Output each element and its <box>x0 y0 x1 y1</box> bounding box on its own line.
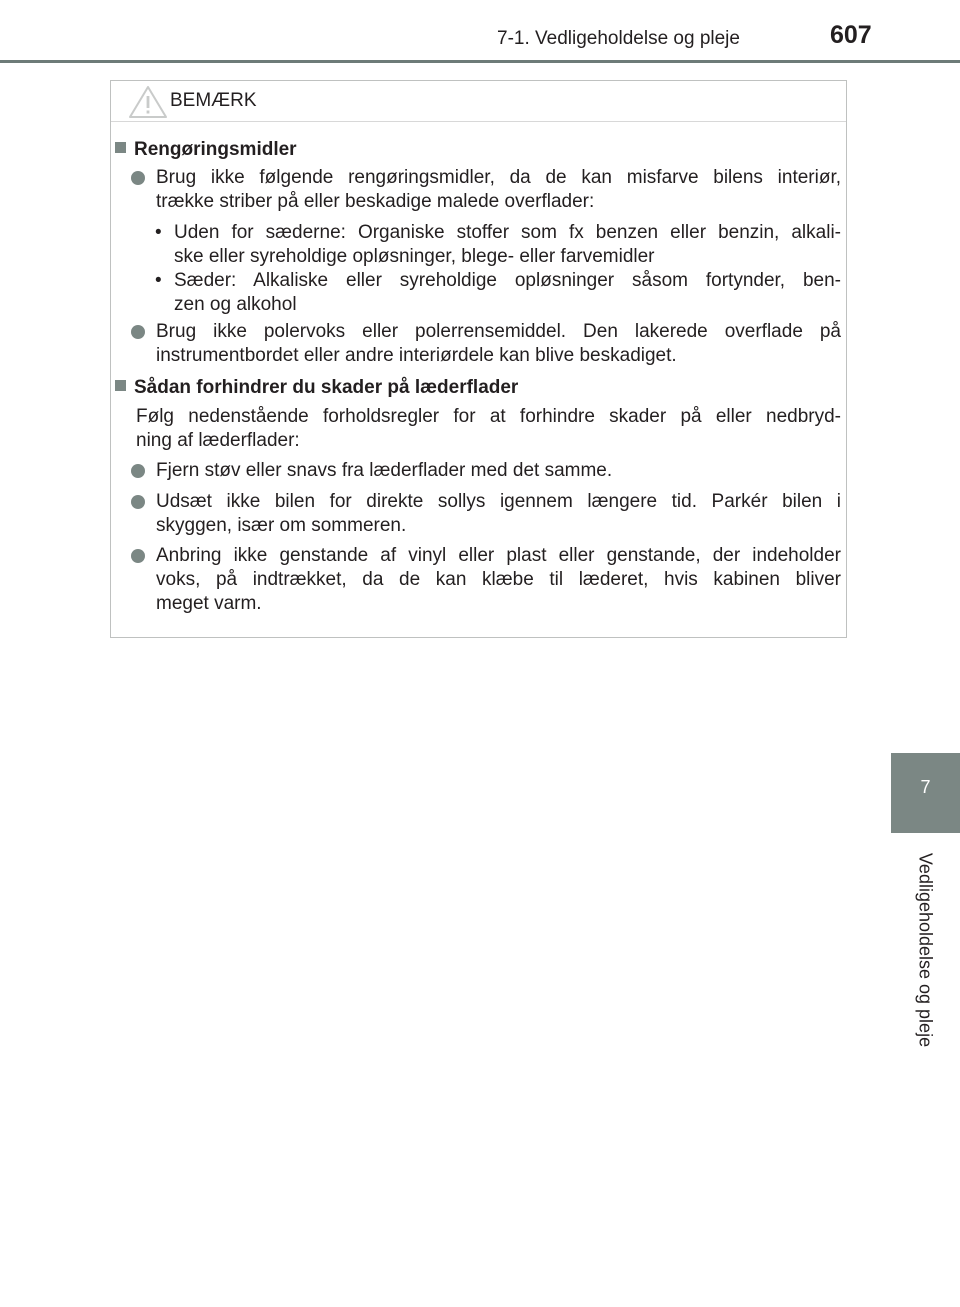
chapter-number: 7 <box>920 777 931 797</box>
circle-bullet-icon <box>131 549 145 563</box>
section-heading: Rengøringsmidler <box>115 138 297 162</box>
notice-header <box>111 81 846 122</box>
page-number: 607 <box>830 21 872 49</box>
list-item: Brug ikke polervoks eller polerrensemiddel. Den lakerede overflade på instrumentbordet eller andre interiørdele kan blive beskadiget. <box>131 320 841 368</box>
chapter-tab <box>891 753 960 833</box>
warning-triangle-icon <box>128 85 168 119</box>
square-bullet-icon <box>115 142 126 153</box>
section-title: 7-1. Vedligeholdelse og pleje <box>497 28 740 49</box>
list-item: Brug ikke følgende rengøringsmidler, da de kan misfarve bilens interiør, trække striber på eller beskadige malede overflader: <box>131 166 841 214</box>
notice-box <box>110 80 847 638</box>
dot-marker-icon: • <box>155 270 162 291</box>
notice-title: BEMÆRK <box>170 90 257 111</box>
intro-paragraph: Følg nedenstående forholdsregler for at forhindre skader på eller nedbryd- ning af læderflader: <box>136 406 841 451</box>
sub-list-item: • Uden for sæderne: Organiske stoffer som fx benzen eller benzin, alkali- ske eller syreholdige opløsninger, blege- eller farvemidler <box>155 222 841 267</box>
circle-bullet-icon <box>131 325 145 339</box>
page-header <box>0 0 960 64</box>
list-item: Udsæt ikke bilen for direkte sollys igennem længere tid. Parkér bilen i skyggen, især om sommeren. <box>131 490 841 538</box>
circle-bullet-icon <box>131 495 145 509</box>
sub-list-item: • Sæder: Alkaliske eller syreholdige opløsninger såsom fortynder, ben- zen og alkohol <box>155 270 841 315</box>
square-bullet-icon <box>115 380 126 391</box>
section-heading: Sådan forhindrer du skader på læderflader <box>115 376 518 400</box>
list-item: Fjern støv eller snavs fra læderflader med det samme. <box>131 459 841 483</box>
chapter-label: Vedligeholdelse og pleje <box>915 852 936 1048</box>
dot-marker-icon: • <box>155 222 162 243</box>
list-item: Anbring ikke genstande af vinyl eller plast eller genstande, der indeholder voks, på indtrækket, da de kan klæbe til læderet, hvis kabinen bliver meget varm. <box>131 544 841 616</box>
circle-bullet-icon <box>131 171 145 185</box>
circle-bullet-icon <box>131 464 145 478</box>
header-divider <box>0 60 960 63</box>
